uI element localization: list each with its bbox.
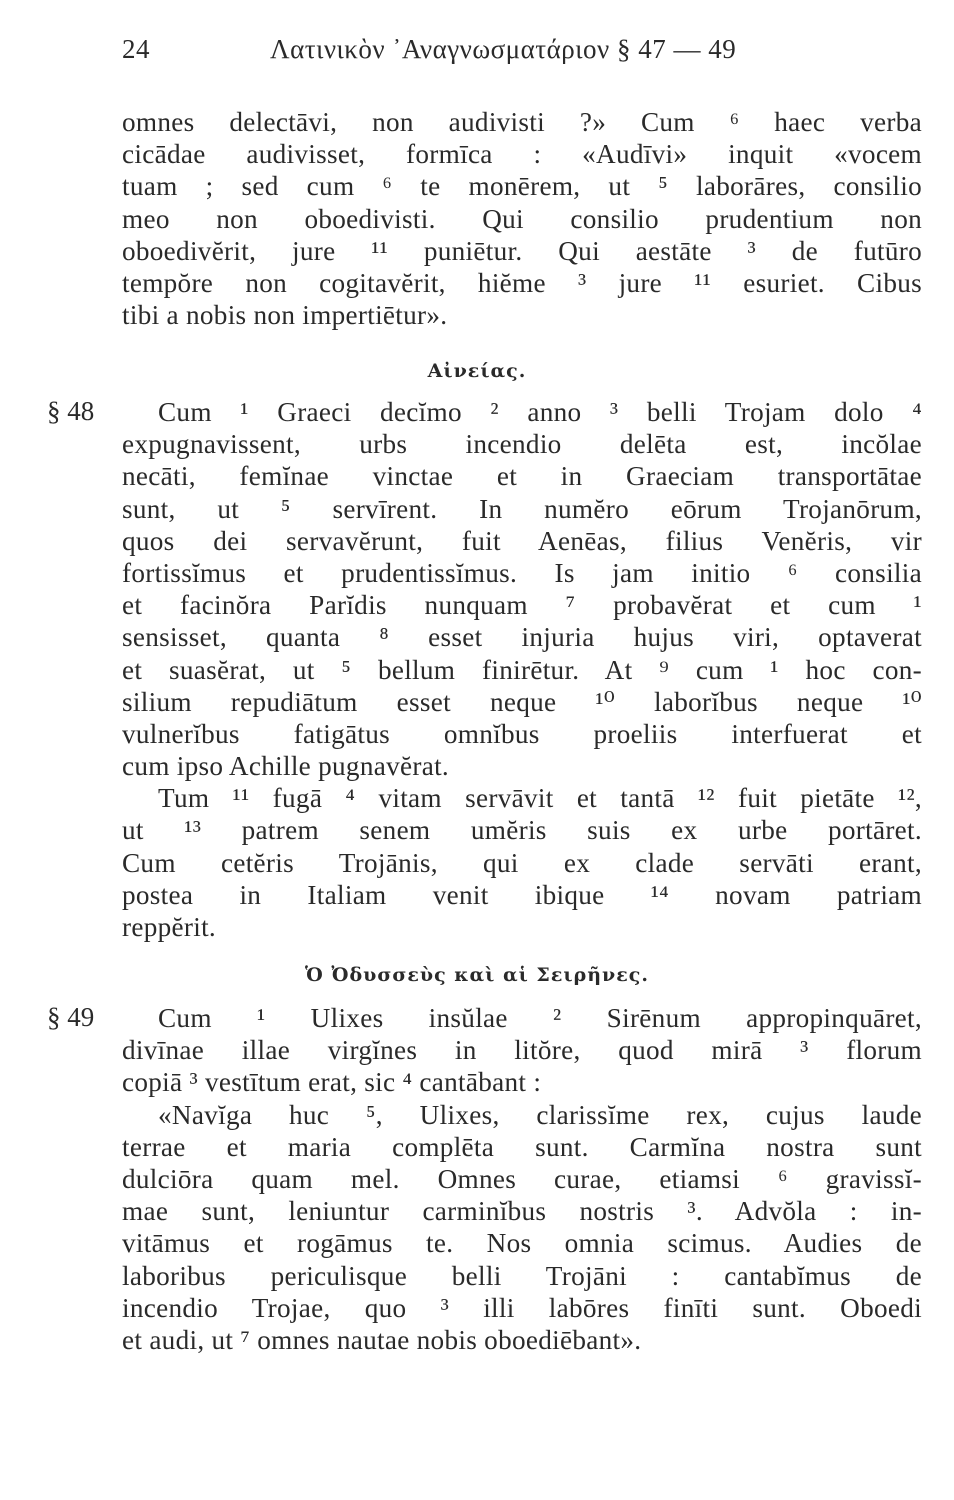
page-header xyxy=(122,34,822,74)
paragraph-49 xyxy=(122,1002,922,1356)
text-line: sensisset, quanta ⁸ esset injuria hujus viri, optaverat xyxy=(122,622,922,653)
text-line: postea in Italiam venit ibique ¹⁴ novam patriam xyxy=(122,879,922,910)
text-line: quos dei servavĕrunt, fuit Aenēas, filius Venĕris, vir xyxy=(122,525,922,556)
text-line: cum ipso Achille pugnavĕrat. xyxy=(122,751,450,782)
text-line: mae sunt, leniuntur carminĭbus nostris ³. Advŏla : in- xyxy=(122,1196,922,1227)
running-title: Λατινικὸν ᾿Αναγνωσματάριον § 47 — 49 xyxy=(270,34,737,64)
text-line: tuam ; sed cum ⁶ te monērem, ut ⁵ laborāres, consilio xyxy=(122,171,922,202)
text-line: copiā ³ vestītum erat, sic ⁴ cantābant : xyxy=(122,1067,542,1098)
text-line: fortissĭmus et prudentissĭmus. Is jam initio ⁶ consilia xyxy=(122,557,922,588)
text-line: Cum ¹ Graeci decĭmo ² anno ³ belli Trojam dolo ⁴ xyxy=(158,397,922,427)
text-line: tempŏre non cogitavĕrit, hiĕme ³ jure ¹¹ esuriet. Cibus xyxy=(122,267,922,298)
text-line: necāti, femĭnae vinctae et in Graeciam transportātae xyxy=(122,461,922,492)
text-line: dulciōra quam mel. Omnes curae, etiamsi ⁶ gravissĭ- xyxy=(122,1163,922,1194)
text-line: incendio Trojae, quo ³ illi labōres finīti sunt. Oboedi xyxy=(122,1292,922,1323)
text-line: meo non oboedivisti. Qui consilio prudentium non xyxy=(122,203,922,234)
text-line: reppĕrit. xyxy=(122,912,217,942)
text-line: Cum cetĕris Trojānis, qui ex clade servāti erant, xyxy=(122,847,922,878)
text-line: tibi a nobis non impertiētur». xyxy=(122,300,448,331)
page-number: 24 xyxy=(122,34,150,64)
section-number-48: § 48 xyxy=(47,396,95,426)
paragraph-48 xyxy=(122,396,922,943)
section-heading-odysseus-sirens: Ὁ Ὀδυσσεὺς καὶ αἱ Σειρῆνες. xyxy=(305,964,649,986)
text-line: vulnerĭbus fatigātus omnĭbus proeliis interfuerat et xyxy=(122,718,922,749)
text-line: divīnae illae virgĭnes in litŏre, quod mirā ³ florum xyxy=(122,1035,922,1066)
text-line: Tum ¹¹ fugā ⁴ vitam servāvit et tantā ¹² fuit pietāte ¹², xyxy=(158,783,922,814)
text-line: et audi, ut ⁷ omnes nautae nobis oboediēbant». xyxy=(122,1324,642,1355)
text-line: terrae et maria complēta sunt. Carmĭna nostra sunt xyxy=(122,1131,922,1162)
text-line: oboedivĕrit, jure ¹¹ puniētur. Qui aestāte ³ de futūro xyxy=(122,235,922,266)
text-line: et facinŏra Parĭdis nunquam ⁷ probavĕrat et cum ¹ xyxy=(122,590,922,621)
section-number-49: § 49 xyxy=(47,1002,95,1032)
text-line: sunt, ut ⁵ servīrent. In numĕro eōrum Trojanōrum, xyxy=(122,493,922,524)
text-line: vitāmus et rogāmus te. Nos omnia scimus. Audies de xyxy=(122,1228,922,1259)
text-line: «Navĭga huc ⁵, Ulixes, clarissĭme rex, cujus laude xyxy=(158,1099,922,1130)
text-line: laboribus periculisque belli Trojāni : cantabĭmus de xyxy=(122,1260,922,1291)
paragraph-47-continuation xyxy=(122,106,922,331)
text-line: et suasĕrat, ut ⁵ bellum finirētur. At ⁹ cum ¹ hoc con- xyxy=(122,654,922,685)
section-heading-aeneas: Αἰνείας. xyxy=(427,360,527,382)
text-line: omnes delectāvi, non audivisti ?» Cum ⁶ haec verba xyxy=(122,107,922,137)
text-line: expugnavissent, urbs incendio delēta est, incŏlae xyxy=(122,429,922,460)
text-line: silium repudiātum esset neque ¹⁰ laborĭbus neque ¹⁰ xyxy=(122,686,922,717)
text-line: Cum ¹ Ulixes insŭlae ² Sirēnum appropinquāret, xyxy=(158,1003,922,1033)
text-line: cicādae audivisset, formīca : «Audīvi» inquit «vocem xyxy=(122,139,922,170)
text-line: ut ¹³ patrem senem umĕris suis ex urbe portāret. xyxy=(122,815,922,846)
